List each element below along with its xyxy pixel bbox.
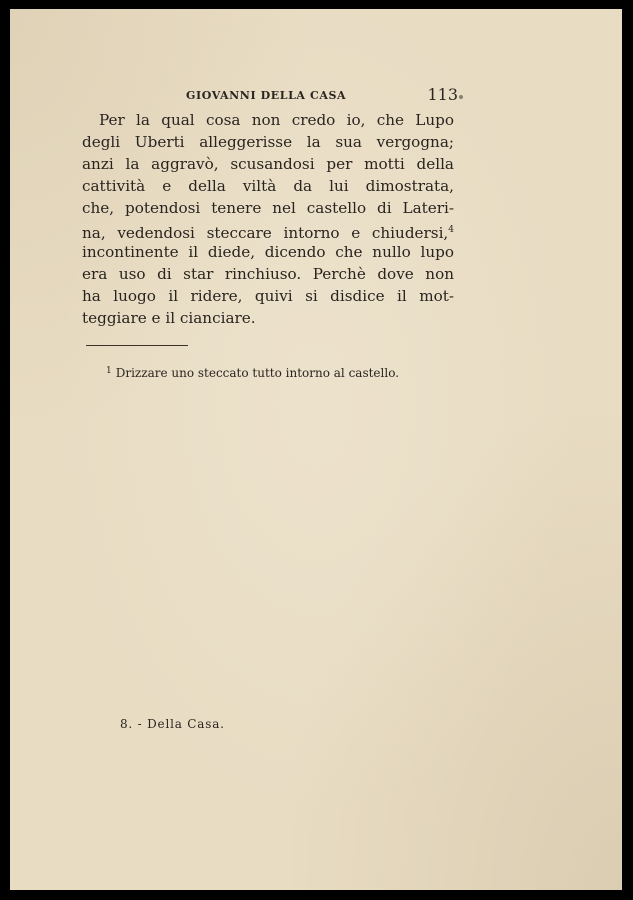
text-line-6: [82, 219, 454, 241]
footnote-reference: 4: [448, 225, 454, 235]
text-line-8: era uso di star rinchiuso. Perchè dove non: [82, 265, 454, 283]
footnote-text: Drizzare uno steccato tutto intorno al castello.: [115, 366, 400, 380]
text-line-5: che, potendosi tenere nel castello di Lateri-: [82, 199, 454, 217]
running-head-title: GIOVANNI DELLA CASA: [186, 89, 347, 102]
footnote-marker: 1: [106, 366, 112, 376]
text-line-9: ha luogo il ridere, quivi si disdice il mot-: [82, 287, 454, 305]
book-page: [10, 9, 622, 890]
footnote-rule: [86, 345, 188, 346]
footnote: [106, 366, 399, 380]
text-line-7: incontinente il diede, dicendo che nullo lupo: [82, 243, 454, 261]
body-paragraph: [82, 109, 454, 329]
signature-mark: 8. - Della Casa.: [120, 717, 225, 731]
text-line-4: cattività e della viltà da lui dimostrata,: [82, 177, 454, 195]
text-line-3: anzi la aggravò, scusandosi per motti della: [82, 155, 454, 173]
text-line-1: Per la qual cosa non credo io, che Lupo: [99, 111, 454, 129]
page-number: 113: [427, 85, 458, 104]
text-line-10: teggiare e il cianciare.: [82, 309, 256, 327]
ink-speck: [459, 95, 463, 99]
text-line-2: degli Uberti alleggerisse la sua vergogna;: [82, 133, 454, 151]
running-head: [186, 87, 458, 109]
text-line-6-body: na, vedendosi steccare intorno e chiudersi,: [82, 224, 449, 243]
